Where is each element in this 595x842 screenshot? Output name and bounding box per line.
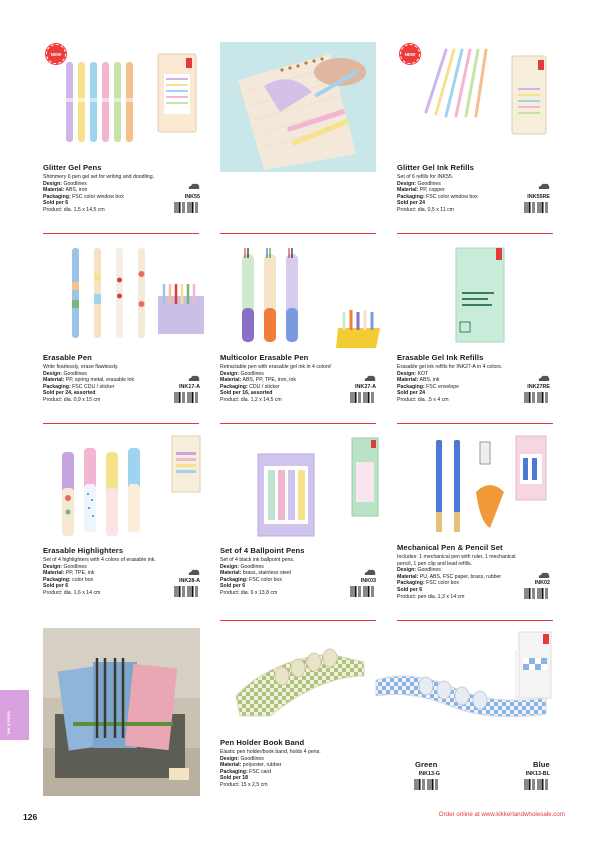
barcode (174, 586, 200, 597)
product-title: Set of 4 Ballpoint Pens (220, 546, 305, 555)
book-band-green-photo (230, 636, 370, 726)
product-specs: Set of 4 black ink ballpoint pens. Design: Goodlines Material: brass, stainless steel Packaging: FSC color box Sold per 6 Product: dia. 6 x 13,8 cm (220, 557, 295, 596)
product-code: INK28-A (179, 578, 200, 584)
product-title: Mechanical Pen & Pencil Set (397, 543, 503, 552)
product-specs: Shimmery 6 pen gel set for writing and doodling. Design: Goodlines Material: ABS, iron Packaging: FSC color window box Sold per 6 Product: dia. 1,5 x 14,5 cm (43, 174, 213, 214)
notebook-lifestyle-photo (220, 42, 376, 172)
divider (43, 423, 199, 424)
product-specs: Includes: 1 mechanical pen with ruler, 1 mechanical pencil, 1 pen clip and lead refills. Design: Goodlines Material: PU, ABS, FSC paper, brass, rubber Packaging: FSC color box Sold per 6 Product: pen dia. 1,3 x 14 cm (397, 554, 516, 600)
product-code: INK55 (184, 194, 200, 200)
barcode (524, 202, 550, 213)
barcode (524, 779, 550, 790)
product-specs: Write fearlessly, erase flawlessly. Design: Goodlines Material: PP, spring metal, erasable ink Packaging: FSC CDU / sticker Sold per 24, assorted Product: dia. 0,9 x 15 cm (43, 364, 135, 403)
divider (397, 233, 553, 234)
product-code-blue: INK13-BL (525, 771, 550, 777)
barcode (350, 586, 376, 597)
cloud-icon (538, 183, 550, 189)
page-number: 126 (23, 812, 38, 822)
glitter-gel-pens-photo (44, 42, 204, 150)
variant-label-green: Green (415, 760, 438, 769)
barcode (174, 392, 200, 403)
ballpoint-pens-photo (220, 432, 380, 542)
product-title: Glitter Gel Pens (43, 163, 102, 172)
order-online-link[interactable]: Order online at www.kikkerlandwholesale.com (438, 811, 565, 818)
product-title: Multicolor Erasable Pen (220, 353, 309, 362)
section-tab: INK & PENS (0, 690, 29, 740)
barcode (350, 392, 376, 403)
product-title: Erasable Gel Ink Refills (397, 353, 484, 362)
product-title: Pen Holder Book Band (220, 738, 305, 747)
glitter-gel-refills-photo (398, 42, 550, 150)
product-code-green: INK13-G (418, 771, 440, 777)
barcode (524, 588, 550, 599)
cloud-icon (188, 375, 200, 381)
product-specs: Erasable gel ink refills for INK27-A in 4 colors. Design: KOT Material: ABS, ink Packaging: FSC envelope Sold per 24 Product: dia. ,5 x 4 cm (397, 364, 503, 403)
cloud-icon (538, 375, 550, 381)
divider (220, 620, 376, 621)
variant-label-blue: Blue (533, 760, 550, 769)
barcode (524, 392, 550, 403)
product-code: INK27-A (355, 384, 376, 390)
product-title: Glitter Gel Ink Refills (397, 163, 474, 172)
erasable-highlighters-photo (44, 432, 204, 542)
product-code: INK03 (360, 578, 376, 584)
book-band-packaging-photo (515, 630, 555, 702)
erasable-refills-photo (440, 244, 510, 344)
divider (220, 233, 376, 234)
book-band-lifestyle-photo (43, 628, 200, 796)
product-specs: Set of 6 refills for INK55. Design: Goodlines Material: PP, copper Packaging: FSC color window box Sold per 24 Product: dia. 0,5 x 11 cm (397, 174, 478, 213)
new-badge: NEW (400, 44, 420, 64)
barcode (414, 779, 440, 790)
product-title: Erasable Pen (43, 353, 92, 362)
cloud-icon (364, 375, 376, 381)
divider (397, 423, 553, 424)
divider (397, 620, 553, 621)
product-specs: Retractable pen with erasable gel ink in 4 colors! Design: Goodlines Material: ABS, PP, TPE, iron, ink Packaging: CDU / sticker Sold per 16, assorted Product: dia. 1,2 x 14,5 cm (220, 364, 332, 403)
product-specs: Set of 4 highlighters with 4 colors of erasable ink. Design: Goodlines Material: PP, TPE, ink Packaging: color box Sold per 6 Product: dia. 1,6 x 14 cm (43, 557, 156, 596)
divider (220, 423, 376, 424)
multicolor-pen-photo (220, 244, 380, 354)
cloud-icon (188, 569, 200, 575)
cloud-icon (538, 572, 550, 578)
barcode (174, 202, 200, 213)
product-description: Shimmery 6 pen gel set for writing and doodling. (43, 174, 155, 180)
product-code: INK02 (534, 580, 550, 586)
cloud-icon (188, 183, 200, 189)
mechanical-set-photo (420, 432, 555, 542)
erasable-pen-photo (44, 244, 204, 344)
cloud-icon (364, 569, 376, 575)
product-title: Erasable Highlighters (43, 546, 124, 555)
divider (43, 233, 199, 234)
product-specs: Elastic pen holder/book band, holds 4 pens. Design: Goodlines Material: polyester, rubber Packaging: FSC card Sold per 18 Product: 15 x 2,5 cm (220, 749, 321, 788)
product-code: INK27RE (527, 384, 550, 390)
product-code: INK17-A (179, 384, 200, 390)
product-code: INK55RE (527, 194, 550, 200)
new-badge: NEW (46, 44, 66, 64)
